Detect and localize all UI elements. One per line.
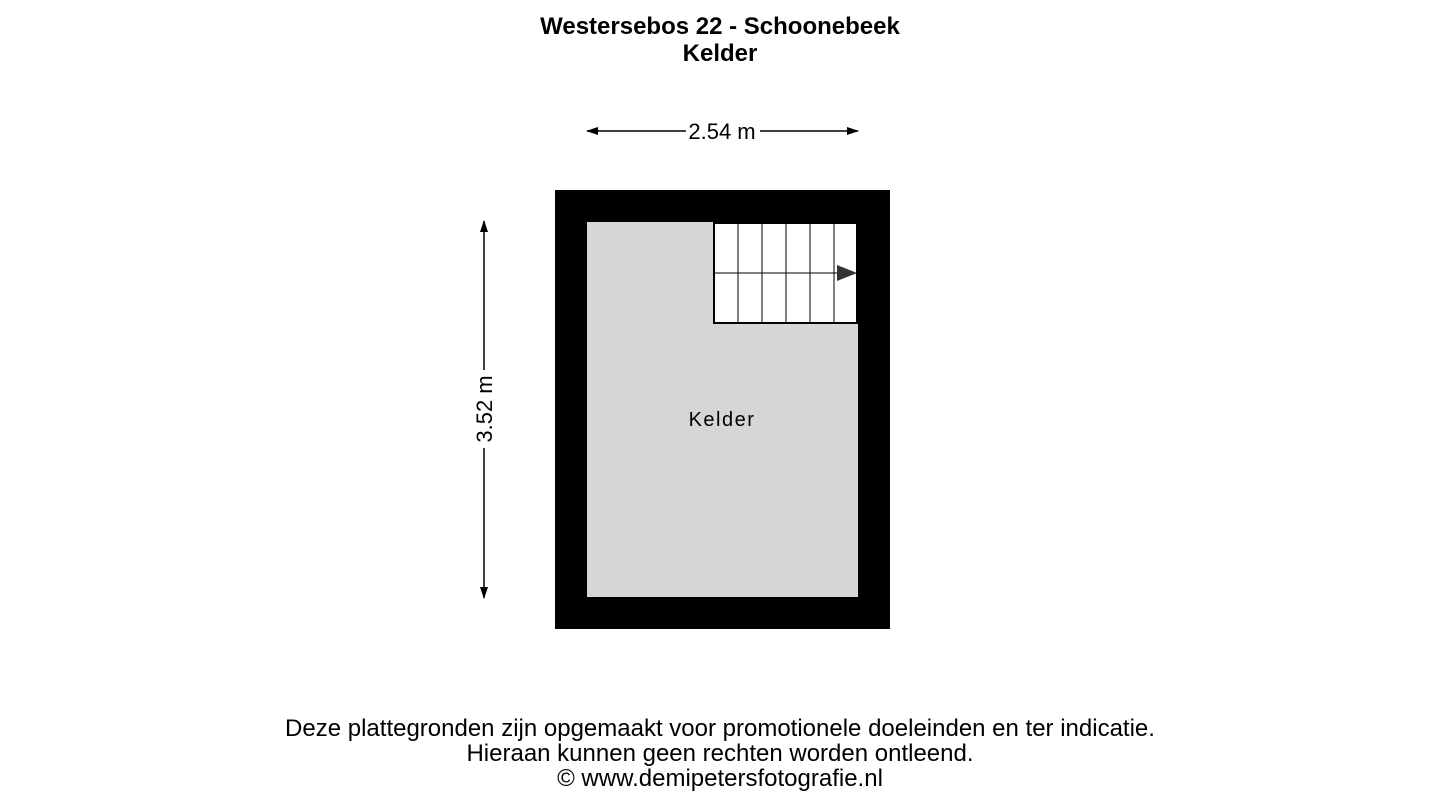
copyright-line: © www.demipetersfotografie.nl: [557, 765, 883, 792]
floor-title: Kelder: [682, 40, 758, 67]
disclaimer-line-2: Hieraan kunnen geen rechten worden ontleend.: [466, 740, 974, 767]
width-label: 2.54 m: [688, 119, 756, 144]
room-label: Kelder: [688, 409, 756, 431]
height-dimension: [472, 221, 497, 598]
plan-title: Westersebos 22 - Schoonebeek: [540, 13, 900, 40]
height-label: 3.52 m: [472, 375, 497, 443]
disclaimer-line-1: Deze plattegronden zijn opgemaakt voor promotionele doeleinden en ter indicatie.: [285, 715, 1155, 742]
staircase: [714, 223, 857, 323]
width-dimension: [587, 119, 858, 144]
